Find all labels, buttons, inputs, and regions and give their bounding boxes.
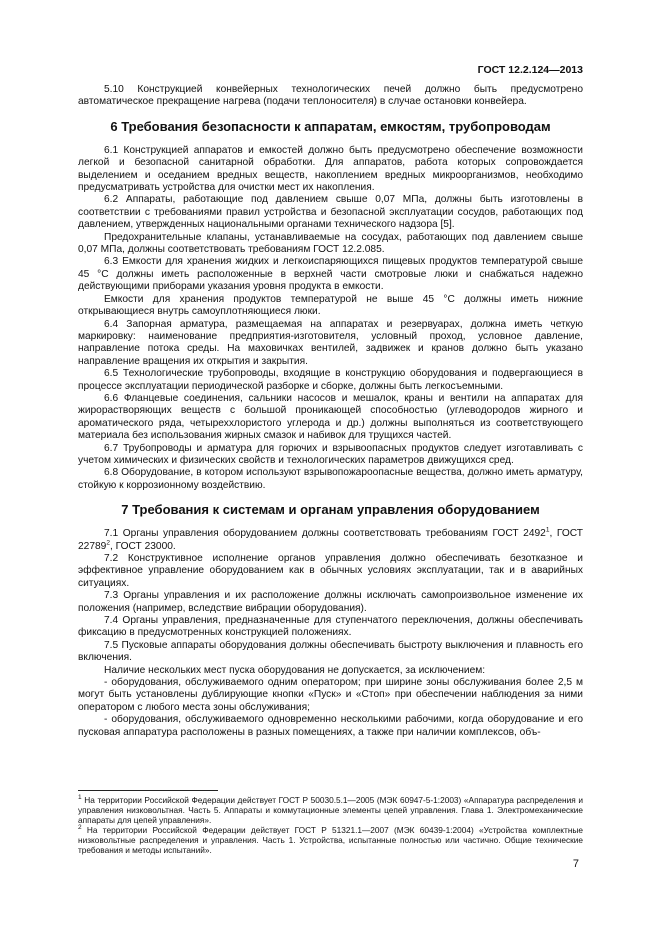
list-item-dash-1: - оборудования, обслуживаемого одним оператором; при ширине зоны обслуживания более 2,5 м могут быть установлены дублирующие кнопки «Пуск» и «Стоп» при обеспечении наблюдения за ними оператором с любого места зоны обслуживания; — [78, 677, 583, 713]
footnote-divider — [78, 790, 218, 791]
footnote-1-text: На территории Российской Федерации действует ГОСТ Р 50030.5.1—2005 (МЭК 60947-5-1:2003) «Аппаратура распределения и управления низковольтная. Часть 5. Аппараты и коммутационные элементы цепей управления. Глава 1. Электромеханические аппараты для цепей управления». — [78, 795, 583, 825]
paragraph-6-7: 6.7 Трубопроводы и арматура для горючих и взрывоопасных продуктов следует изготавливать с учетом химических и физических свойств и технологических параметров движущихся сред. — [78, 442, 583, 466]
paragraph-6-2: 6.2 Аппараты, работающие под давлением свыше 0,07 МПа, должны быть изготовлены в соответствии с требованиями правил устройства и безопасной эксплуатации сосудов, работающих под давлением, утвержденных национальными органами технического надзора [5]. — [78, 194, 583, 231]
footnote-ref-1: 1 — [545, 526, 550, 534]
paragraph-7-5-continuation: Наличие нескольких мест пуска оборудования не допускается, за исключением: — [104, 664, 486, 676]
paragraph-6-5: 6.5 Технологические трубопроводы, входящие в конструкцию оборудования и подвергающиеся в процессе эксплуатации периодической разборке и сборке, должны быть легкосъемными. — [78, 368, 583, 392]
footnotes — [78, 790, 583, 855]
paragraph-7-2: 7.2 Конструктивное исполнение органов управления должно обеспечивать безотказное и эффективное управление оборудованием как в обычных условиях эксплуатации, так и в аварийных ситуациях. — [78, 553, 583, 589]
footnote-1-mark: 1 — [78, 794, 82, 802]
paragraph-7-3: 7.3 Органы управления и их расположение должны исключать самопроизвольное изменение их положения (например, вследствие вибрации оборудования). — [78, 590, 583, 614]
document-body — [78, 84, 583, 739]
paragraph-6-4: 6.4 Запорная арматура, размещаемая на аппаратах и резервуарах, должна иметь четкую маркировку: наименование предприятия-изготовителя, условный проход, условное давление, направление потока среды. На маховичках вентилей, задвижек и кранов должно быть указано направление вращения их открытия и закрытия. — [78, 318, 583, 367]
paragraph-5-10: 5.10 Конструкцией конвейерных технологических печей должно быть предусмотрено автоматическое прекращение нагрева (подачи теплоносителя) в случае остановки конвейера. — [78, 84, 583, 108]
footnote-ref-2: 2 — [106, 539, 110, 547]
footnote-1 — [78, 795, 583, 825]
paragraph-7-5: 7.5 Пусковые аппараты оборудования должны обеспечивать быстроту выключения и плавность его включения. — [78, 639, 583, 664]
footnote-2-mark: 2 — [78, 824, 82, 832]
footnote-2 — [78, 825, 583, 855]
paragraph-6-8: 6.8 Оборудование, в котором используют взрывопожароопасные вещества, должно иметь арматуру, стойкую к коррозионному воздействию. — [78, 467, 583, 491]
paragraph-6-2-continuation: Предохранительные клапаны, устанавливаемые на сосудах, работающих под давлением свыше 0,07 МПа, должны соответствовать требованиям ГОСТ 12.2.085. — [78, 231, 583, 256]
paragraph-6-3-continuation: Емкости для хранения продуктов температурой не выше 45 °С должны иметь нижние открывающиеся внутрь самоуплотняющиеся люки. — [78, 293, 583, 318]
list-item-dash-2: - оборудования, обслуживаемого одновременно несколькими рабочими, когда оборудование и его пусковая аппаратура расположены в разных помещениях, а также при наличии комплексов, объ- — [78, 714, 583, 738]
paragraph-6-3: 6.3 Емкости для хранения жидких и легкоиспаряющихся пищевых продуктов температурой свыше 45 °С должны иметь расположенные в верхней части смотровые люки и снабжаться надежно действующими приборами указания уровня продукта в емкости. — [78, 256, 583, 293]
document-code-header: ГОСТ 12.2.124—2013 — [477, 64, 583, 76]
paragraph-6-1: 6.1 Конструкцией аппаратов и емкостей должно быть предусмотрено обеспечение возможности легкой и безопасной санитарной обработки. Для аппаратов, работа которых сопровождается выделением и оседанием вредных веществ, накоплением вредных микроорганизмов, необходимо предусматривать устройства для очистки мест их накопления. — [78, 144, 583, 194]
section-6-heading: 6 Требования безопасности к аппаратам, емкостям, трубопроводам — [110, 118, 551, 134]
section-7-heading: 7 Требования к системам и органам управления оборудованием — [121, 502, 540, 518]
paragraph-6-6: 6.6 Фланцевые соединения, сальники насосов и мешалок, краны и вентили на аппаратах для жирорастворяющих веществ с большой проникающей способностью (углеводородов жирного и ароматического ряда, четыреххлористого углерода и др.) должны выполняться из соответствующего материала без использования жирных смазок и набивок для трущихся частей. — [78, 392, 583, 442]
paragraph-7-1-text-c: , ГОСТ 23000. — [109, 540, 176, 552]
footnote-2-text: На территории Российской Федерации действует ГОСТ Р 51321.1—2007 (МЭК 60439-1:2004) «Устройства комплектные низковольтные распределения и управления. Часть 1. Устройства, испытанные полностью или частично. Общие технические требования и методы испытаний». — [78, 825, 583, 855]
paragraph-7-1 — [78, 528, 583, 553]
page-number: 7 — [572, 858, 579, 870]
paragraph-7-1-text-a: 7.1 Органы управления оборудованием должны соответствовать требованиям ГОСТ 2492 — [104, 528, 546, 540]
paragraph-7-4: 7.4 Органы управления, предназначенные для ступенчатого переключения, должны обеспечивать фиксацию в предусмотренных конструкцией положениях. — [78, 615, 583, 639]
paragraph-7-1-text-b: , ГОСТ 22789 — [78, 528, 583, 552]
